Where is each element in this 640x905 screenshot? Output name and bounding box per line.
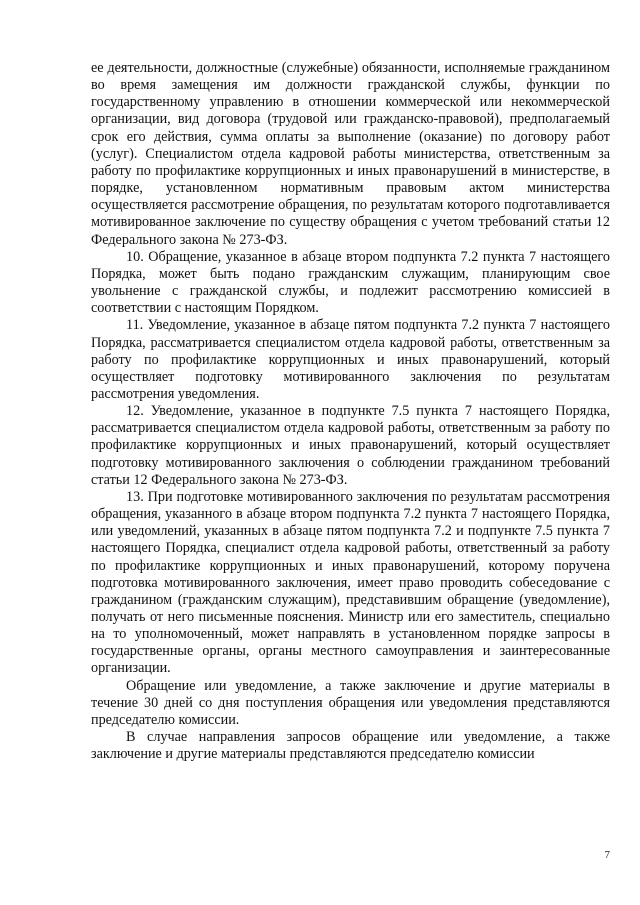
document-body <box>91 60 610 763</box>
page-number: 7 <box>604 849 610 861</box>
paragraph-13-requests: В случае направления запросов обращение или уведомление, а также заключение и другие материалы представляются председателю комиссии <box>91 729 610 763</box>
paragraph-11: 11. Уведомление, указанное в абзаце пятом подпункта 7.2 пункта 7 настоящего Порядка, рассматривается специалистом отдела кадровой работы, ответственным за работу по профилактике коррупционных и иных правонарушений, который осуществляет подготовку мотивированного заключения по результатам рассмотрения уведомления. <box>91 317 610 402</box>
paragraph-10: 10. Обращение, указанное в абзаце втором подпункта 7.2 пункта 7 настоящего Порядка, может быть подано гражданским служащим, планирующим свое увольнение с гражданской службы, и подлежит рассмотрению комиссией в соответствии с настоящим Порядком. <box>91 248 610 317</box>
paragraph-13-materials: Обращение или уведомление, а также заключение и другие материалы в течение 30 дней со дня поступления обращения или уведомления представляются председателю комиссии. <box>91 677 610 728</box>
paragraph-12: 12. Уведомление, указанное в подпункте 7.5 пункта 7 настоящего Порядка, рассматривается специалистом отдела кадровой работы, ответственным за работу по профилактике коррупционных и иных правонарушений, который осуществляет подготовку мотивированного заключения о соблюдении гражданином требований статьи 12 Федерального закона № 273-ФЗ. <box>91 403 610 488</box>
paragraph-13: 13. При подготовке мотивированного заключения по результатам рассмотрения обращения, указанного в абзаце втором подпункта 7.2 пункта 7 настоящего Порядка, или уведомлений, указанных в абзаце пятом подпункта 7.2 и подпункте 7.5 пункта 7 настоящего Порядка, специалист отдела кадровой работы, ответственный за работу по профилактике коррупционных и иных правонарушений, которому поручена подготовка мотивированного заключения, имеет право проводить собеседование с гражданином (гражданским служащим), представившим обращение (уведомление), получать от него письменные пояснения. Министр или его заместитель, специально на то уполномоченный, может направлять в установленном порядке запросы в государственные органы, органы местного самоуправления и заинтересованные организации. <box>91 488 610 677</box>
paragraph-continuation: ее деятельности, должностные (служебные) обязанности, исполняемые гражданином во время замещения им должности гражданской службы, функции по государственному управлению в отношении коммерческой или некоммерческой организации, вид договора (трудовой или гражданско-правовой), предполагаемый срок его действия, сумма оплаты за выполнение (оказание) по договору работ (услуг). Специалистом отдела кадровой работы министерства, ответственным за работу по профилактике коррупционных и иных правонарушений в министерстве, в порядке, установленном нормативным правовым актом министерства осуществляется рассмотрение обращения, по результатам которого подготавливается мотивированное заключение по существу обращения с учетом требований статьи 12 Федерального закона № 273-ФЗ. <box>91 60 610 248</box>
